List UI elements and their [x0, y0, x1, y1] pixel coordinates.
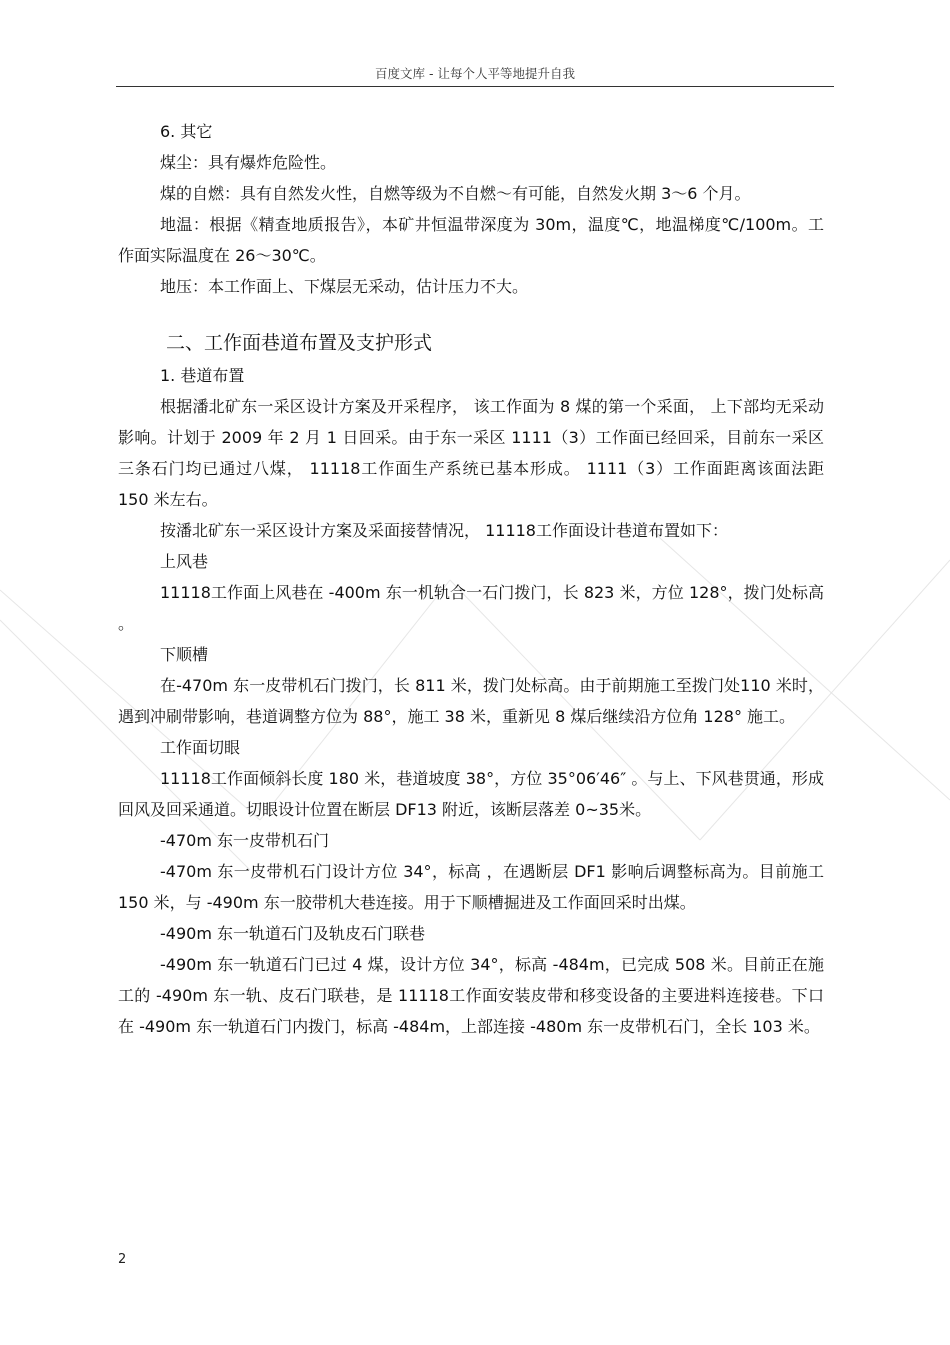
paragraph: 地温：根据《精查地质报告》，本矿井恒温带深度为 30m，温度℃，地温梯度℃/100m。工作面实际温度在 26～30℃。	[118, 215, 824, 265]
subsection-heading: -470m 东一皮带机石门	[160, 831, 329, 850]
subsection-heading: -490m 东一轨道石门及轨皮石门联巷	[160, 924, 425, 943]
paragraph: 煤尘：具有爆炸危险性。	[160, 153, 337, 172]
subsection-heading: 1. 巷道布置	[160, 366, 245, 385]
paragraph: 11118工作面上风巷在 -400m 东一机轨合一石门拨门，长 823 米，方位 128°，拨门处标高 。	[118, 583, 824, 633]
header-rule	[116, 86, 834, 87]
paragraph: 地压：本工作面上、下煤层无采动，估计压力不大。	[160, 277, 529, 296]
paragraph: 根据潘北矿东一采区设计方案及开采程序， 该工作面为 8 煤的第一个采面， 上下部均无采动影响。计划于 2009 年 2 月 1 日回采。由于东一采区 1111（3）工作面已经回采，目前东一采区三条石门均已通过八煤， 11118工作面生产系统已基本形成。 1111（3）工作面距离该面法距 150 米左右。	[118, 397, 824, 509]
subsection-heading: 6. 其它	[160, 122, 213, 141]
subsection-heading: 上风巷	[160, 552, 209, 571]
subsection-heading: 工作面切眼	[160, 738, 241, 757]
subsection-heading: 下顺槽	[160, 645, 209, 664]
paragraph: 在-470m 东一皮带机石门拨门，长 811 米，拨门处标高。由于前期施工至拨门处110 米时，遇到冲刷带影响，巷道调整方位为 88°，施工 38 米，重新见 8 煤后继续沿方位角 128° 施工。	[118, 676, 824, 726]
page-number: 2	[118, 1252, 127, 1267]
section-title: 二、工作面巷道布置及支护形式	[166, 332, 433, 354]
page-header: 百度文库 - 让每个人平等地提升自我	[375, 66, 575, 81]
document-body	[118, 116, 824, 1042]
paragraph: 11118工作面倾斜长度 180 米，巷道坡度 38°，方位 35°06′46″ 。与上、下风巷贯通，形成回风及回采通道。切眼设计位置在断层 DF13 附近，该断层落差 0~35米。	[118, 769, 824, 819]
paragraph: -490m 东一轨道石门已过 4 煤，设计方位 34°，标高 -484m，已完成 508 米。目前正在施工的 -490m 东一轨、皮石门联巷，是 11118工作面安装皮带和移变设备的主要进料连接巷。下口在 -490m 东一轨道石门内拨门，标高 -484m，上部连接 -480m 东一皮带机石门，全长 103 米。	[118, 955, 824, 1036]
paragraph: -470m 东一皮带机石门设计方位 34°，标高 ，在遇断层 DF1 影响后调整标高为。目前施工 150 米，与 -490m 东一胶带机大巷连接。用于下顺槽掘进及工作面回采时出煤。	[118, 862, 824, 912]
paragraph: 按潘北矿东一采区设计方案及采面接替情况， 11118工作面设计巷道布置如下：	[160, 521, 728, 540]
paragraph: 煤的自燃：具有自然发火性，自燃等级为不自燃～有可能，自然发火期 3～6 个月。	[160, 184, 751, 203]
